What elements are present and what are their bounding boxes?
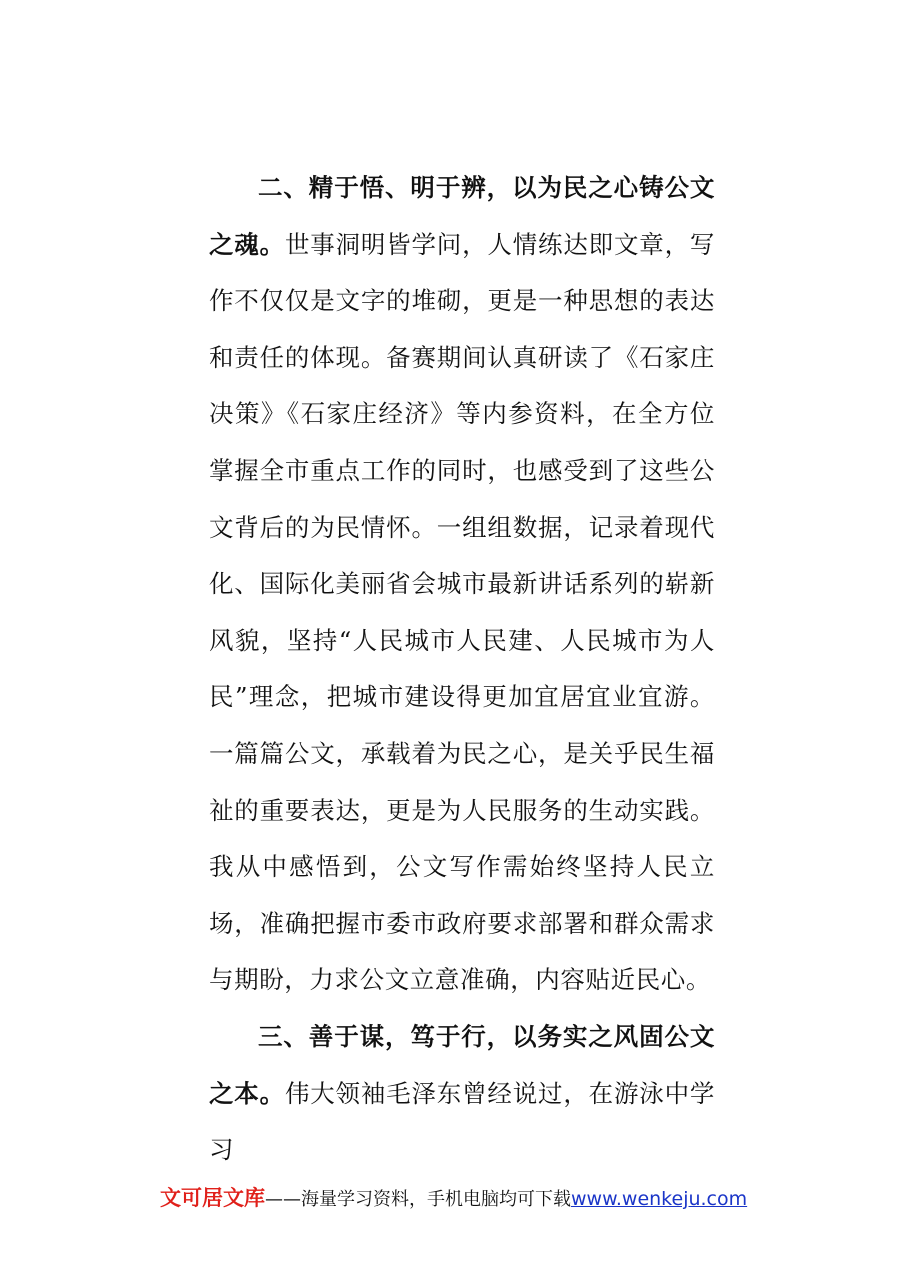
paragraph-3: [209, 1009, 715, 1179]
paragraph-2-text: 世事洞明皆学问，人情练达即文章，写作不仅仅是文字的堆砌，更是一种思想的表达和责任的体现。备赛期间认真研读了《石家庄决策》《石家庄经济》等内参资料，在全方位掌握全市重点工作的同时，也感受到了这些公文背后的为民情怀。一组组数据，记录着现代化、国际化美丽省会城市最新讲话系列的崭新风貌，坚持“人民城市人民建、人民城市为人民”理念，把城市建设得更加宜居宜业宜游。一篇篇公文，承载着为民之心，是关乎民生福祉的重要表达，更是为人民服务的生动实践。我从中感悟到，公文写作需始终坚持人民立场，准确把握市委市政府要求部署和群众需求与期盼，力求公文立意准确，内容贴近民心。: [209, 229, 715, 995]
paragraph-3-heading: 三、善于谋，笃于行，以务实之风固公文之本。: [209, 1021, 715, 1108]
footer-site-link[interactable]: www.wenkeju.com: [571, 1188, 748, 1210]
paragraph-2-heading: 二、精于悟、明于辨，以为民之心铸公文之魂。: [209, 173, 715, 259]
paragraph-2: [209, 160, 715, 1009]
footer-brand: 文可居文库: [160, 1186, 265, 1210]
document-body: [209, 160, 715, 1179]
footer-banner: [160, 1180, 800, 1216]
footer-tagline: ——海量学习资料，手机电脑均可下载: [265, 1189, 571, 1210]
paragraph-3-text: 伟大领袖毛泽东曾经说过，在游泳中学习: [209, 1078, 715, 1165]
